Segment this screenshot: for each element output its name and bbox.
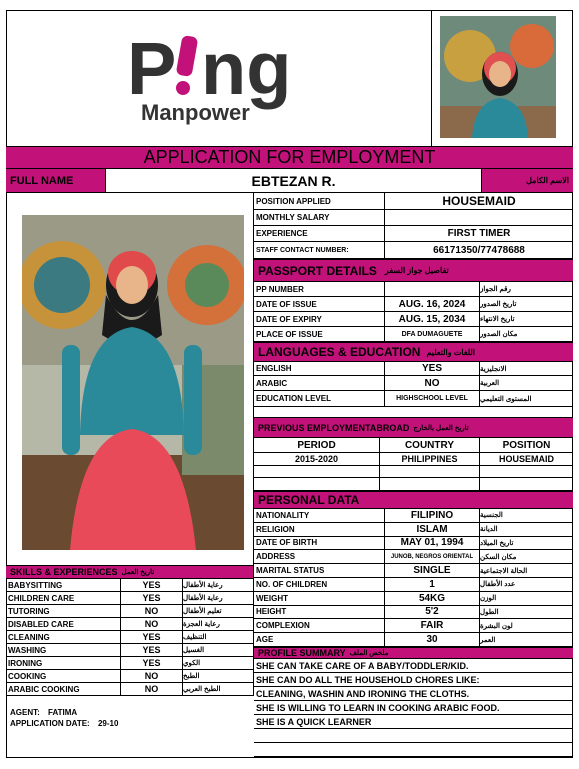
experience-value: FIRST TIMER [447,228,511,239]
skill-value: NO [121,670,183,682]
skill-label: WASHING [6,644,121,656]
summary-line [254,743,573,757]
passport-title: PASSPORT DETAILS [258,263,377,278]
personal-value: 1 [385,578,480,591]
summary-title: PROFILE SUMMARY [258,648,346,658]
summary-line: CLEANING, WASHIN AND IRONING THE CLOTHS. [254,687,573,701]
personal-value: FILIPINO [385,509,480,522]
application-date-value: 29-10 [97,719,119,728]
passport-arabic: تفاصيل جواز السفر [384,266,449,275]
summary-line: SHE IS A QUICK LEARNER [254,715,573,729]
country-header: COUNTRY [380,438,480,452]
personal-label: COMPLEXION [254,619,385,632]
full-name-label: FULL NAME [10,174,74,187]
expiry-date-arabic: تاريخ الانتهاء [480,316,515,323]
country-cell [380,478,480,490]
applicant-photo-small [440,16,556,138]
photo-column [6,193,254,565]
passport-number-label: PP NUMBER [254,282,385,296]
salary-row [254,210,573,226]
personal-value: 30 [385,633,480,646]
period-cell [254,478,380,490]
table-row [254,466,573,478]
skill-row [6,644,253,657]
country-cell: PHILIPPINES [380,453,480,465]
personal-row [254,606,573,620]
personal-row [254,537,573,551]
skill-row [6,605,253,618]
skill-row [6,683,253,696]
skill-label: TUTORING [6,605,121,617]
personal-arabic: العمر [480,636,496,644]
issue-date-value: AUG. 16, 2024 [385,297,480,311]
personal-value: ISLAM [385,523,480,536]
summary-line: SHE CAN DO ALL THE HOUSEHOLD CHORES LIKE: [254,673,573,687]
skill-value: NO [121,618,183,630]
period-header: PERIOD [254,438,380,452]
personal-label: WEIGHT [254,592,385,605]
personal-row [254,619,573,633]
issue-place-value: DFA DUMAGUETE [385,327,480,341]
personal-value: JUNOB, NEGROS ORIENTAL [385,550,480,563]
expiry-date-value: AUG. 15, 2034 [385,312,480,326]
personal-row [254,509,573,523]
passport-row [254,297,573,312]
experience-row [254,226,573,242]
personal-row [254,578,573,592]
personal-arabic: الحالة الاجتماعية [480,567,528,575]
application-date-line [10,719,250,728]
personal-section [254,491,573,647]
full-name-value: EBTEZAN R. [251,172,336,189]
personal-arabic: الجنسية [480,512,503,520]
skill-arabic: رعاية الأطفال [183,582,223,589]
skill-arabic: التنظيف [183,634,207,641]
skill-value: NO [121,605,183,617]
expiry-date-label: DATE OF EXPIRY [254,312,385,326]
summary-arabic: ملخص الملف [349,650,389,657]
table-row [254,478,573,491]
skills-title: SKILLS & EXPERIENCES [10,567,118,577]
agent-value: FATIMA [48,708,78,717]
logo-mark [121,28,381,128]
skill-value: YES [121,644,183,656]
education-arabic: المستوى التعليمي [480,395,532,403]
personal-row [254,633,573,647]
personal-label: RELIGION [254,523,385,536]
skill-value: NO [121,683,183,695]
arabic-label: ARABIC [254,376,385,390]
languages-arabic: اللغات والتعليم [426,347,475,357]
personal-row [254,564,573,578]
skills-header [6,565,253,579]
personal-value: FAIR [385,619,480,632]
agent-label: AGENT: [10,708,40,717]
arabic-value: NO [385,376,480,390]
skill-arabic: تعليم الأطفال [183,608,222,615]
salary-label: MONTHLY SALARY [254,210,385,225]
personal-arabic: لون البشرة [480,622,513,630]
languages-header [254,342,573,362]
full-name-arabic-cell [482,169,573,192]
skill-row [6,631,253,644]
personal-arabic: تاريخ الميلاد [480,539,514,547]
skill-row [6,579,253,592]
language-row [254,376,573,391]
personal-label: NO. OF CHILDREN [254,578,385,591]
header-photo-box [431,10,573,147]
personal-label: DATE OF BIRTH [254,537,385,550]
personal-arabic: الوزن [480,595,497,603]
application-date-label: APPLICATION DATE: [10,719,90,728]
svg-text:Manpower: Manpower [141,100,250,125]
country-cell [380,466,480,477]
agent-line [10,708,250,717]
previous-header [254,417,573,438]
issue-date-arabic: تاريخ الصدور [480,301,517,308]
period-cell [254,466,380,477]
skill-label: ARABIC COOKING [6,683,121,695]
passport-row [254,312,573,327]
issue-place-label: PLACE OF ISSUE [254,327,385,341]
personal-label: NATIONALITY [254,509,385,522]
previous-header-row [254,438,573,453]
language-row [254,391,573,407]
personal-arabic: مكان السكن [480,553,517,561]
issue-place-arabic: مكان الصدور [480,331,518,338]
personal-label: ADDRESS [254,550,385,563]
summary-header [254,647,573,659]
full-name-arabic: الاسم الكامل [526,176,569,185]
experience-label: EXPERIENCE [254,226,385,241]
personal-value: SINGLE [385,564,480,577]
personal-value: 54KG [385,592,480,605]
personal-header [254,491,573,509]
personal-value: MAY 01, 1994 [385,537,480,550]
skill-arabic: الطبخ العربي [183,686,221,693]
english-value: YES [385,362,480,375]
position-header: POSITION [502,439,551,451]
position-cell [480,466,573,477]
personal-row [254,550,573,564]
page-title: APPLICATION FOR EMPLOYMENT [143,147,436,167]
position-cell [480,478,573,490]
skill-value: YES [121,579,183,591]
education-value: HIGHSCHOOL LEVEL [385,391,480,406]
passport-number-arabic: رقم الجواز [480,286,511,293]
skill-arabic: رعاية الأطفال [183,595,223,602]
skills-section [6,565,254,696]
summary-section [254,647,573,758]
skill-label: CHILDREN CARE [6,592,121,604]
personal-label: AGE [254,633,385,646]
skill-value: YES [121,631,183,643]
passport-row [254,327,573,342]
personal-value: 5'2 [385,606,480,619]
header [6,10,573,147]
skill-row [6,657,253,670]
english-arabic: الانجليزية [480,365,507,373]
skill-row [6,670,253,683]
contact-label: STAFF CONTACT NUMBER: [254,242,385,258]
summary-line: SHE IS WILLING TO LEARN IN COOKING ARABIC FOOD. [254,701,573,715]
skills-arabic: تاريخ العمل [121,569,155,576]
skill-label: COOKING [6,670,121,682]
skill-row [6,618,253,631]
skill-arabic: رعاية العجزة [183,621,220,628]
position-label: POSITION APPLIED [254,193,385,209]
position-value: HOUSEMAID [442,194,516,208]
skill-arabic: الكوي [183,660,201,667]
passport-header [254,259,573,282]
contact-value: 66171350/77478688 [433,244,525,256]
position-row [254,193,573,210]
salary-value [385,210,573,225]
period-cell: 2015-2020 [254,453,380,465]
table-row [254,453,573,466]
personal-arabic: الديانة [480,526,498,534]
personal-title: PERSONAL DATA [258,493,360,507]
previous-employment-section [254,417,573,491]
language-row [254,362,573,376]
applicant-photo [22,215,244,550]
languages-title: LANGUAGES & EDUCATION [258,345,421,359]
previous-arabic: تاريخ العمل بالخارج [413,424,469,432]
svg-text:ng: ng [201,28,292,110]
personal-row [254,523,573,537]
logo [121,28,381,128]
personal-label: HEIGHT [254,606,385,619]
skill-value: YES [121,592,183,604]
skill-value: YES [121,657,183,669]
full-name-row [6,169,573,193]
contact-row [254,242,573,259]
arabic-arabic: العربية [480,380,500,387]
previous-title: PREVIOUS EMPLOYMENTABROAD [258,422,410,433]
agent-block [10,708,250,738]
personal-arabic: الطول [480,608,499,616]
issue-date-label: DATE OF ISSUE [254,297,385,311]
position-table [254,193,573,259]
skill-label: CLEANING [6,631,121,643]
english-label: ENGLISH [254,362,385,375]
skill-label: IRONING [6,657,121,669]
full-name-label-cell [6,169,106,192]
languages-section [254,342,573,417]
svg-text:P: P [127,28,177,110]
position-cell: HOUSEMAID [498,454,554,464]
summary-line: SHE CAN TAKE CARE OF A BABY/TODDLER/KID. [254,659,573,673]
passport-number-value [385,282,480,296]
skill-row [6,592,253,605]
page-title-bar [6,147,573,169]
personal-arabic: عدد الأطفال [480,581,516,589]
full-name-value-cell [106,169,482,192]
personal-label: MARITAL STATUS [254,564,385,577]
education-label: EDUCATION LEVEL [254,391,385,406]
passport-row [254,282,573,297]
skill-label: BABYSITTING [6,579,121,591]
passport-section [254,259,573,342]
summary-line [254,729,573,743]
personal-row [254,592,573,606]
skill-arabic: الغسيل [183,647,205,654]
skill-label: DISABLED CARE [6,618,121,630]
skill-arabic: الطبخ [183,673,200,680]
